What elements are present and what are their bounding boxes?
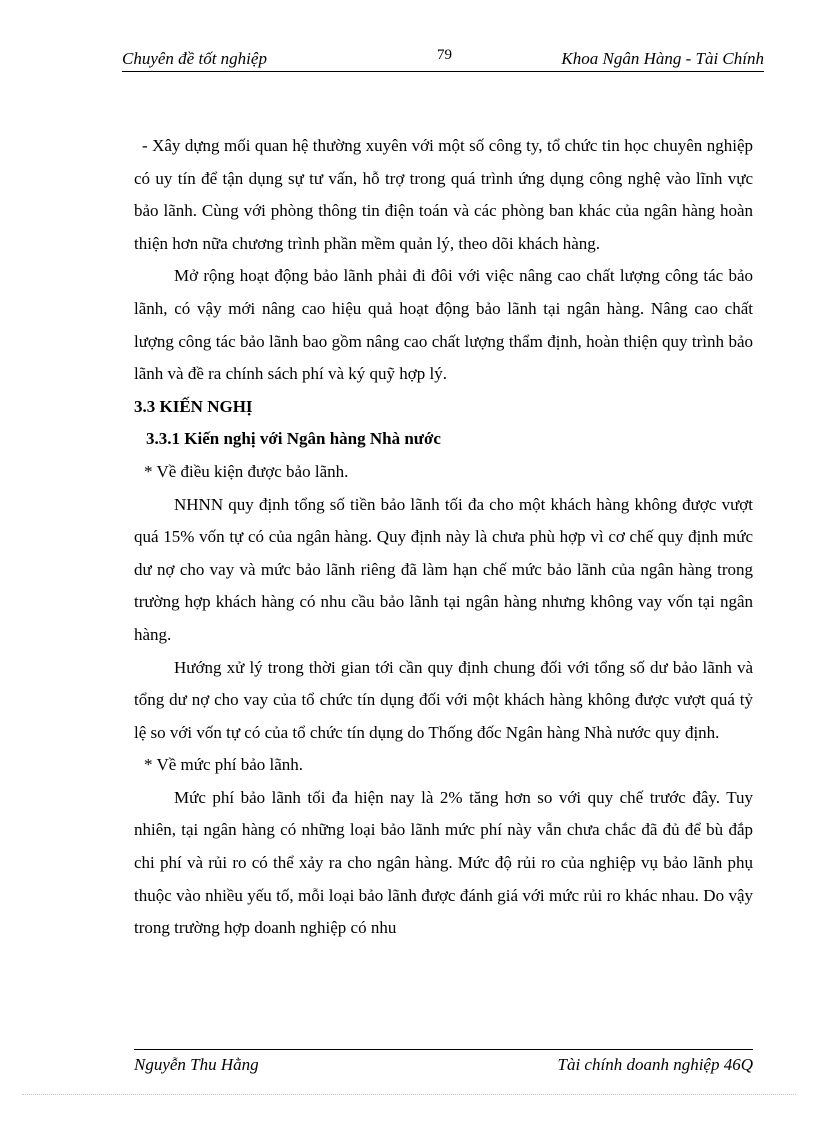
header-faculty: Khoa Ngân Hàng - Tài Chính <box>561 49 764 68</box>
paragraph-quality-improvement: Mở rộng hoạt động bảo lãnh phải đi đôi với việc nâng cao chất lượng công tác bảo lãnh, có vậy mới nâng cao hiệu quả hoạt động bảo lãnh tại ngân hàng. Nâng cao chất lượng công tác bảo lãnh bao gồm nâng cao chất lượng thẩm định, hoàn thiện quy trình bảo lãnh và đề ra chính sách phí và ký quỹ hợp lý. <box>134 266 753 384</box>
subsection-heading: 3.3.1 Kiến nghị với Ngân hàng Nhà nước <box>146 429 441 449</box>
paragraph-limit-regulation: NHNN quy định tổng số tiền bảo lãnh tối đa cho một khách hàng không được vượt quá 15% vốn tự có của ngân hàng. Quy định này là chưa phù hợp vì cơ chế quy định mức dư nợ cho vay và mức bảo lãnh riêng đã làm hạn chế mức bảo lãnh của ngân hàng trong trường hợp khách hàng có nhu cầu bảo lãnh tại ngân hàng nhưng không vay vốn tại ngân hàng. <box>134 494 753 644</box>
page-edge-divider <box>22 1094 796 1095</box>
footer-author: Nguyễn Thu Hằng <box>134 1055 259 1074</box>
paragraph-it-cooperation: - Xây dựng mối quan hệ thường xuyên với một số công ty, tổ chức tin học chuyên nghiệp có uy tín để tận dụng sự tư vấn, hỗ trợ trong quá trình ứng dụng công nghệ vào lĩnh vực bảo lãnh. Cùng với phòng thông tin điện toán và các phòng ban khác của ngân hàng hoàn thiện hơn nữa chương trình phần mềm quản lý, theo dõi khách hàng. <box>134 136 753 253</box>
header-document-title: Chuyên đề tốt nghiệp <box>122 49 267 68</box>
footer-class: Tài chính doanh nghiệp 46Q <box>557 1055 753 1074</box>
bullet-guarantee-conditions: * Về điều kiện được bảo lãnh. <box>144 461 349 481</box>
bullet-guarantee-fee: * Về mức phí bảo lãnh. <box>144 755 304 775</box>
footer-divider <box>134 1049 753 1050</box>
section-heading: 3.3 KIẾN NGHỊ <box>134 396 253 416</box>
page-number: 79 <box>437 47 452 63</box>
page-body <box>134 130 753 945</box>
paragraph-fee-level: Mức phí bảo lãnh tối đa hiện nay là 2% tăng hơn so với quy chế trước đây. Tuy nhiên, tại ngân hàng có những loại bảo lãnh mức phí này vẫn chưa chắc đã đủ để bù đắp chi phí và rủi ro có thể xảy ra cho ngân hàng. Mức độ rủi ro của nghiệp vụ bảo lãnh phụ thuộc vào nhiều yếu tố, mỗi loại bảo lãnh được đánh giá với mức rủi ro khác nhau. Do vậy trong trường hợp doanh nghiệp có nhu <box>134 787 753 938</box>
paragraph-direction: Hướng xử lý trong thời gian tới cần quy định chung đối với tổng số dư bảo lãnh và tổng dư nợ cho vay của tổ chức tín dụng đối với một khách hàng không được vượt quá tỷ lệ so với vốn tự có của tổ chức tín dụng do Thống đốc Ngân hàng Nhà nước quy định. <box>134 657 753 742</box>
page-header <box>122 47 764 72</box>
